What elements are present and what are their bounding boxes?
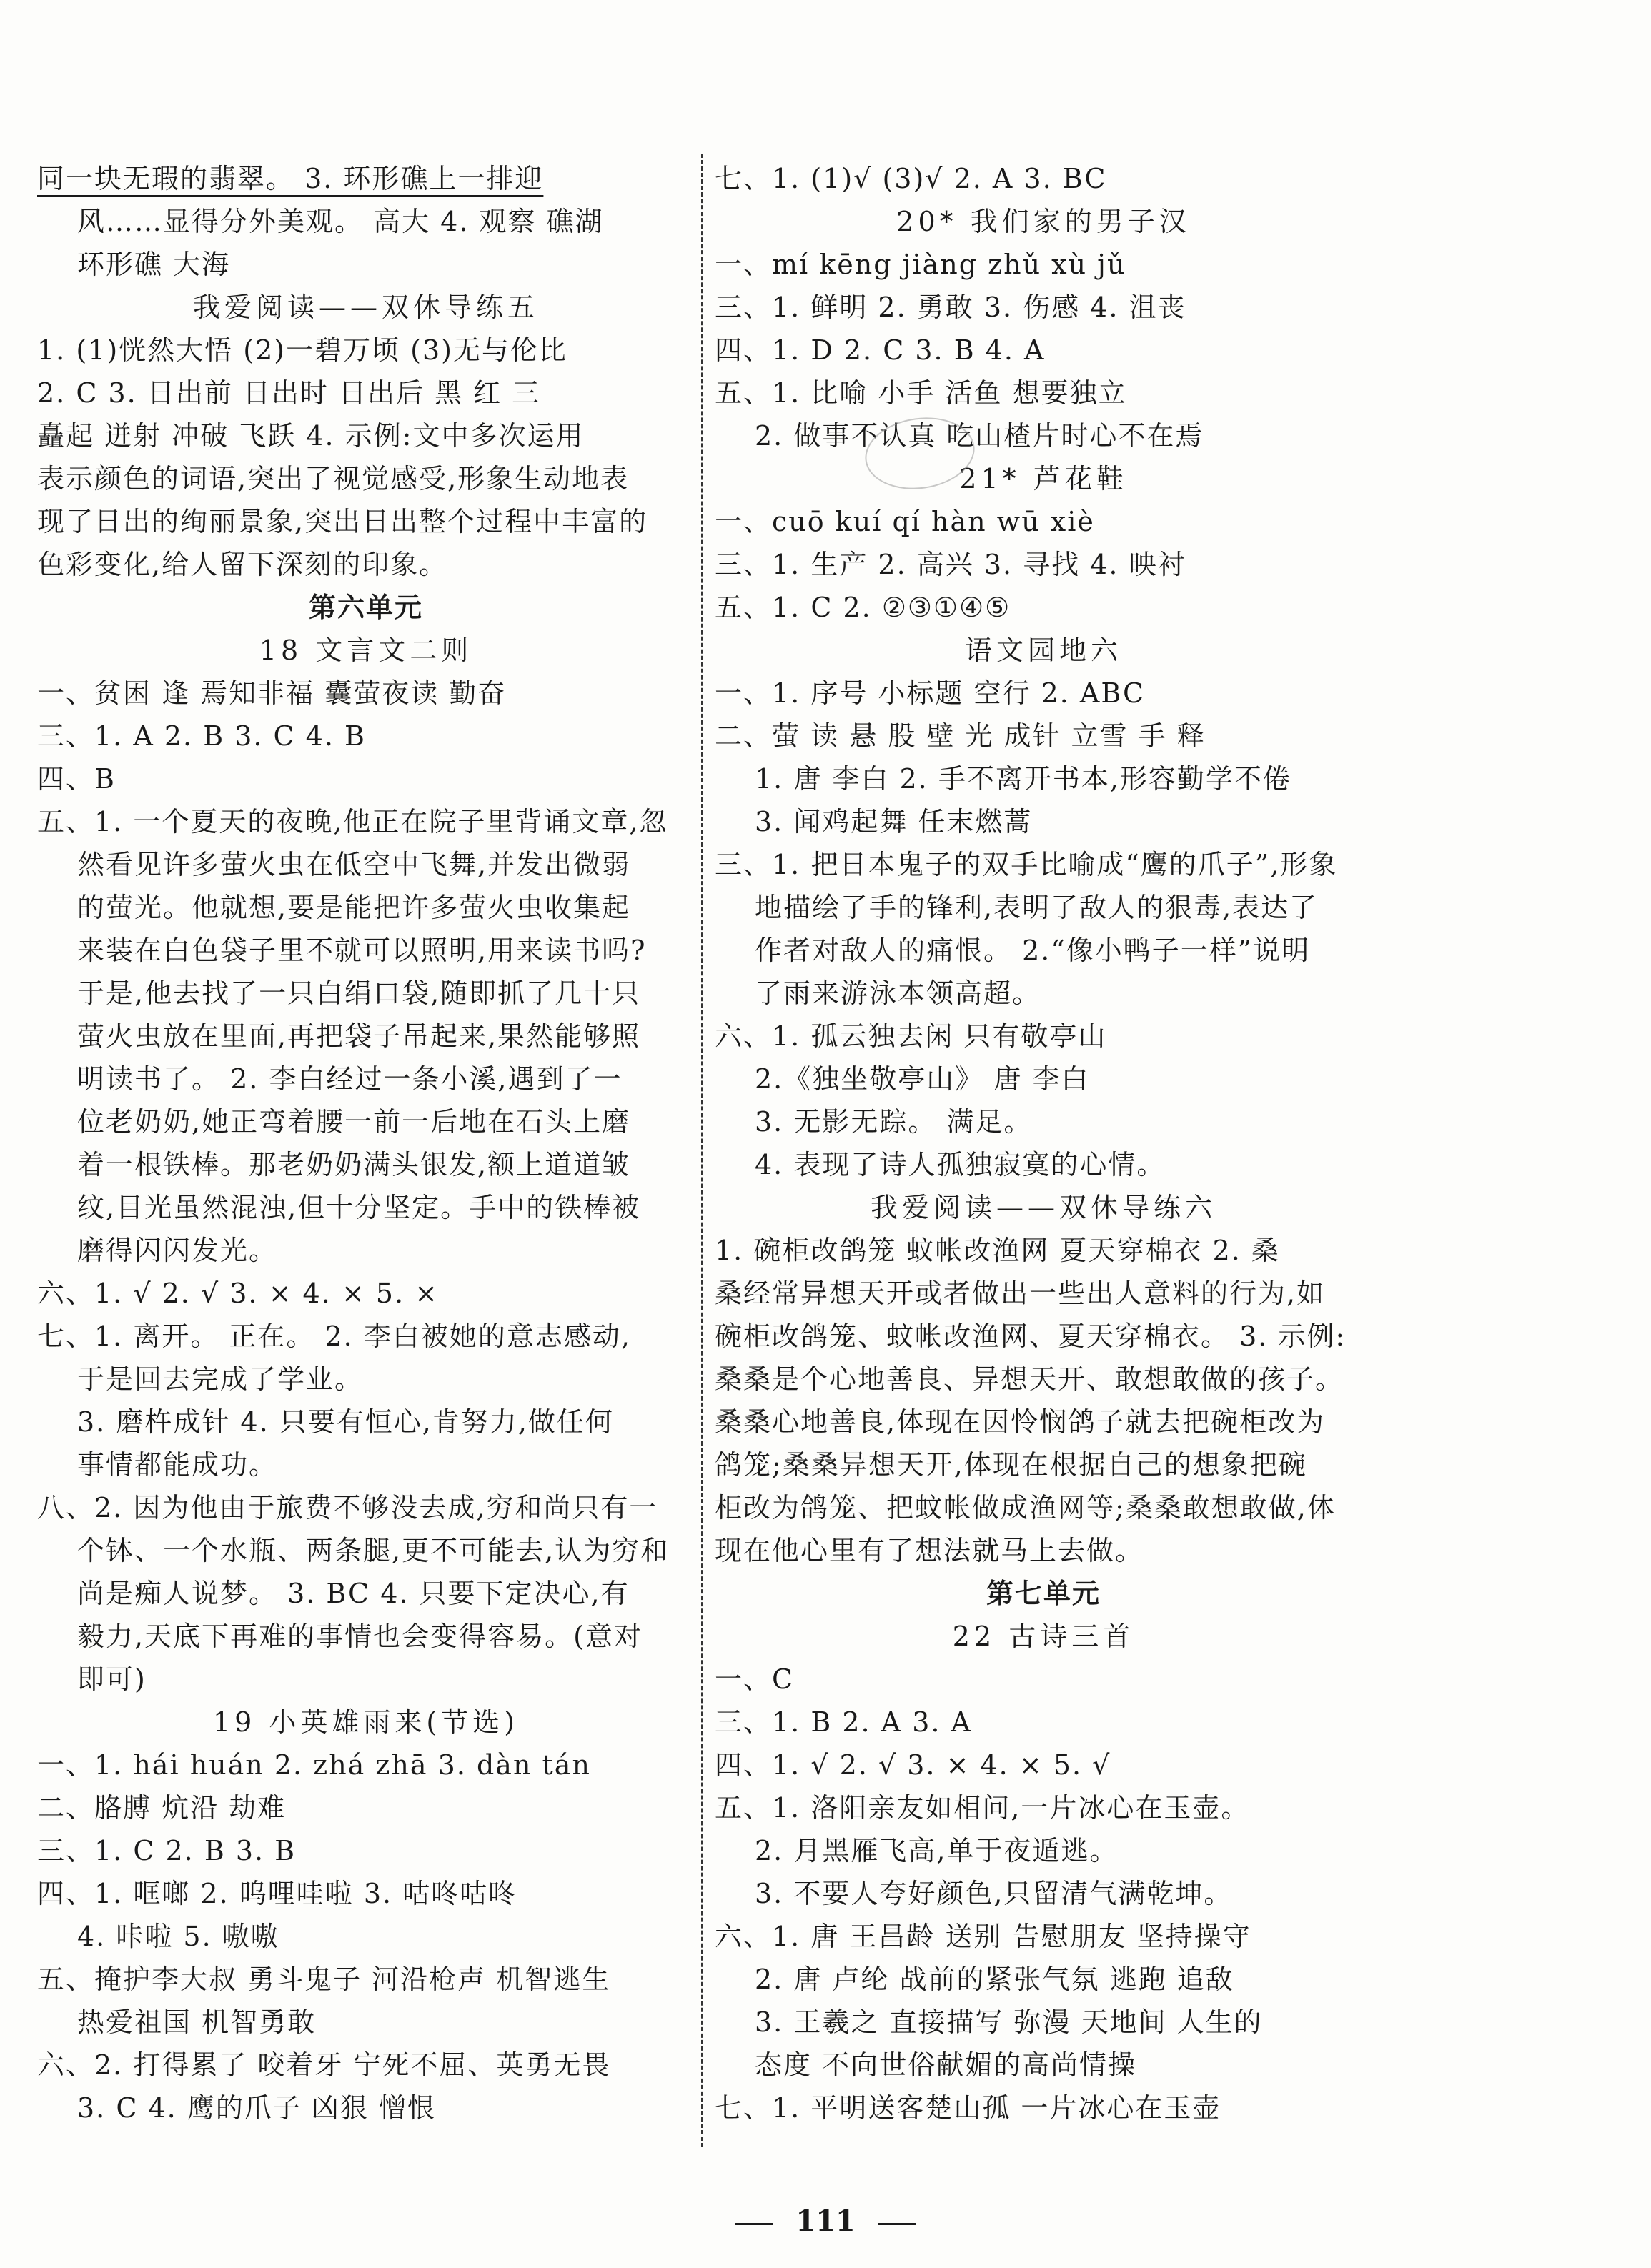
answer-line: 2.《独坐敬亭山》 唐 李白 bbox=[755, 1063, 1090, 1095]
answer-line: 事情都能成功。 bbox=[77, 1449, 278, 1481]
answer-line: 碗柜改鸽笼、蚊帐改渔网、夏天穿棉衣。 3. 示例: bbox=[715, 1320, 1347, 1352]
answer-line: 第六单元 bbox=[308, 591, 423, 623]
answer-line: 风……显得分外美观。 高大 4. 观察 礁湖 bbox=[77, 206, 604, 237]
answer-line: 2. 唐 卢纶 战前的紧张气氛 逃跑 追敌 bbox=[755, 1964, 1234, 1995]
answer-line: 三、1. B 2. A 3. A bbox=[715, 1706, 972, 1738]
answer-line: 个钵、一个水瓶、两条腿,更不可能去,认为穷和 bbox=[77, 1535, 670, 1566]
answer-line: 18 文言文二则 bbox=[259, 635, 473, 666]
answer-line: 第七单元 bbox=[986, 1577, 1101, 1609]
answer-line: 3. 闻鸡起舞 任末燃蒿 bbox=[755, 806, 1033, 837]
answer-line: 鸽笼;桑桑异想天开,体现在根据自己的想象把碗 bbox=[715, 1449, 1307, 1481]
answer-line: 作者对敌人的痛恨。 2.“像小鸭子一样”说明 bbox=[755, 935, 1311, 966]
answer-line: 2. C 3. 日出前 日出时 日出后 黑 红 三 bbox=[37, 377, 541, 409]
answer-line: 了雨来游泳本领高超。 bbox=[755, 978, 1041, 1009]
answer-line: 四、B bbox=[37, 763, 116, 795]
answer-line: 态度 不向世俗献媚的高尚情操 bbox=[755, 2049, 1137, 2081]
answer-line: 六、1. 唐 王昌龄 送别 告慰朋友 坚持操守 bbox=[715, 1921, 1251, 1952]
answer-line: 3. 不要人夸好颜色,只留清气满乾坤。 bbox=[755, 1878, 1233, 1909]
answer-line: 一、C bbox=[715, 1663, 795, 1695]
answer-line: 柜改为鸽笼、把蚊帐做成渔网等;桑桑敢想敢做,体 bbox=[715, 1492, 1336, 1523]
answer-line: 然看见许多萤火虫在低空中飞舞,并发出微弱 bbox=[77, 849, 631, 880]
answer-line: 地描绘了手的锋利,表明了敌人的狠毒,表达了 bbox=[755, 892, 1319, 923]
answer-line: 磨得闪闪发光。 bbox=[77, 1235, 278, 1266]
answer-line: 4. 咔啦 5. 嗷嗷 bbox=[77, 1921, 279, 1952]
answer-line: 一、mí kēng jiàng zhǔ xù jǔ bbox=[715, 249, 1126, 280]
answer-line: 六、2. 打得累了 咬着牙 宁死不屈、英勇无畏 bbox=[37, 2049, 611, 2081]
answer-line: 着一根铁棒。那老奶奶满头银发,额上道道皱 bbox=[77, 1149, 631, 1180]
footer-dash-left bbox=[735, 2223, 773, 2225]
answer-line: 五、掩护李大叔 勇斗鬼子 河沿枪声 机智逃生 bbox=[37, 1964, 611, 1995]
answer-line: 六、1. 孤云独去闲 只有敬亭山 bbox=[715, 1020, 1107, 1052]
answer-line: 三、1. 鲜明 2. 勇敢 3. 伤感 4. 沮丧 bbox=[715, 292, 1186, 323]
answer-line: 3. C 4. 鹰的爪子 凶狠 憎恨 bbox=[77, 2092, 436, 2124]
answer-line: 来装在白色袋子里不就可以照明,用来读书吗? bbox=[77, 935, 647, 966]
answer-line: 21* 芦花鞋 bbox=[959, 463, 1128, 494]
answer-line: 于是,他去找了一只白绢口袋,随即抓了几十只 bbox=[77, 978, 641, 1009]
answer-line: 五、1. C 2. ②③①④⑤ bbox=[715, 592, 1011, 623]
answer-line: 热爱祖国 机智勇敢 bbox=[77, 2006, 317, 2038]
answer-line: 桑桑是个心地善良、异想天开、敢想敢做的孩子。 bbox=[715, 1363, 1344, 1395]
answer-line: 3. 磨杵成针 4. 只要有恒心,肯努力,做任何 bbox=[77, 1406, 614, 1438]
answer-line: 四、1. D 2. C 3. B 4. A bbox=[715, 334, 1046, 366]
right-column bbox=[715, 157, 1372, 2129]
answer-line: 2. 月黑雁飞高,单于夜遁逃。 bbox=[755, 1835, 1119, 1866]
answer-line: 一、贫困 逢 焉知非福 囊萤夜读 勤奋 bbox=[37, 677, 507, 709]
answer-line: 矗起 迸射 冲破 飞跃 4. 示例:文中多次运用 bbox=[37, 420, 585, 452]
answer-line: 七、1. 平明送客楚山孤 一片冰心在玉壶 bbox=[715, 2092, 1221, 2124]
answer-line: 22 古诗三首 bbox=[952, 1621, 1135, 1652]
answer-line: 1. 碗柜改鸽笼 蚊帐改渔网 夏天穿棉衣 2. 桑 bbox=[715, 1235, 1280, 1266]
answer-line: 五、1. 洛阳亲友如相问,一片冰心在玉壶。 bbox=[715, 1792, 1250, 1824]
answer-line: 五、1. 一个夏天的夜晚,他正在院子里背诵文章,忽 bbox=[37, 806, 668, 837]
answer-line: 一、1. hái huán 2. zhá zhā 3. dàn tán bbox=[37, 1749, 591, 1781]
left-column bbox=[37, 157, 695, 2129]
answer-line: 1. 唐 李白 2. 手不离开书本,形容勤学不倦 bbox=[755, 763, 1291, 795]
footer-dash-right bbox=[878, 2223, 916, 2225]
answer-line: 尚是痴人说梦。 3. BC 4. 只要下定决心,有 bbox=[77, 1578, 630, 1609]
answer-line: 二、胳膊 炕沿 劫难 bbox=[37, 1792, 287, 1824]
answer-line: 二、萤 读 悬 股 壁 光 成针 立雪 手 释 bbox=[715, 720, 1206, 752]
answer-line: 萤火虫放在里面,再把袋子吊起来,果然能够照 bbox=[77, 1020, 641, 1052]
answer-line: 语文园地六 bbox=[964, 635, 1122, 666]
answer-line: 一、1. 序号 小标题 空行 2. ABC bbox=[715, 677, 1146, 709]
answer-line: 3. 王羲之 直接描写 弥漫 天地间 人生的 bbox=[755, 2006, 1263, 2038]
answer-line: 三、1. A 2. B 3. C 4. B bbox=[37, 720, 366, 752]
answer-line: 一、cuō kuí qí hàn wū xiè bbox=[715, 506, 1095, 537]
answer-line: 表示颜色的词语,突出了视觉感受,形象生动地表 bbox=[37, 463, 630, 494]
answer-line: 五、1. 比喻 小手 活鱼 想要独立 bbox=[715, 377, 1127, 409]
answer-line: 我爱阅读——双休导练六 bbox=[870, 1192, 1216, 1223]
answer-line: 色彩变化,给人留下深刻的印象。 bbox=[37, 549, 448, 580]
column-divider bbox=[701, 154, 703, 2147]
answer-line: 毅力,天底下再难的事情也会变得容易。(意对 bbox=[77, 1621, 643, 1652]
answer-line: 桑经常异想天开或者做出一些出人意料的行为,如 bbox=[715, 1278, 1326, 1309]
answer-line: 1. (1)恍然大悟 (2)一碧万顷 (3)无与伦比 bbox=[37, 334, 567, 366]
answer-line: 六、1. √ 2. √ 3. × 4. × 5. × bbox=[37, 1278, 439, 1309]
answer-line: 即可) bbox=[77, 1663, 147, 1695]
answer-line: 3. 无影无踪。 满足。 bbox=[755, 1106, 1033, 1138]
page-number: 111 bbox=[795, 2204, 856, 2238]
answer-line: 七、1. (1)√ (3)√ 2. A 3. BC bbox=[715, 163, 1107, 194]
answer-line: 20* 我们家的男子汉 bbox=[896, 206, 1191, 237]
answer-line: 三、1. 生产 2. 高兴 3. 寻找 4. 映衬 bbox=[715, 549, 1186, 580]
answer-line: 三、1. C 2. B 3. B bbox=[37, 1835, 297, 1866]
answer-line: 19 小英雄雨来(节选) bbox=[212, 1706, 520, 1738]
answer-line: 环形礁 大海 bbox=[77, 249, 231, 280]
answer-line: 四、1. 哐啷 2. 呜哩哇啦 3. 咕咚咕咚 bbox=[37, 1878, 517, 1909]
answer-line: 现了日出的绚丽景象,突出日出整个过程中丰富的 bbox=[37, 506, 648, 537]
answer-line: 我爱阅读——双休导练五 bbox=[192, 292, 539, 323]
answer-line: 纹,目光虽然混浊,但十分坚定。手中的铁棒被 bbox=[77, 1192, 641, 1223]
answer-line: 三、1. 把日本鬼子的双手比喻成“鹰的爪子”,形象 bbox=[715, 849, 1338, 880]
answer-line: 4. 表现了诗人孤独寂寞的心情。 bbox=[755, 1149, 1166, 1180]
answer-line: 八、2. 因为他由于旅费不够没去成,穷和尚只有一 bbox=[37, 1492, 658, 1523]
page-number-footer bbox=[0, 2204, 1651, 2238]
answer-line: 2. 做事不认真 吃山楂片时心不在焉 bbox=[755, 420, 1204, 452]
answer-line: 的萤光。他就想,要是能把许多萤火虫收集起 bbox=[77, 892, 631, 923]
answer-line: 桑桑心地善良,体现在因怜悯鸽子就去把碗柜改为 bbox=[715, 1406, 1326, 1438]
answer-line: 同一块无瑕的翡翠。 3. 环形礁上一排迎 bbox=[37, 163, 544, 194]
answer-line: 于是回去完成了学业。 bbox=[77, 1363, 364, 1395]
answer-line: 现在他心里有了想法就马上去做。 bbox=[715, 1535, 1144, 1566]
answer-line: 四、1. √ 2. √ 3. × 4. × 5. √ bbox=[715, 1749, 1111, 1781]
answer-line: 明读书了。 2. 李白经过一条小溪,遇到了一 bbox=[77, 1063, 623, 1095]
answer-line: 七、1. 离开。 正在。 2. 李白被她的意志感动, bbox=[37, 1320, 631, 1352]
answer-line: 位老奶奶,她正弯着腰一前一后地在石头上磨 bbox=[77, 1106, 631, 1138]
